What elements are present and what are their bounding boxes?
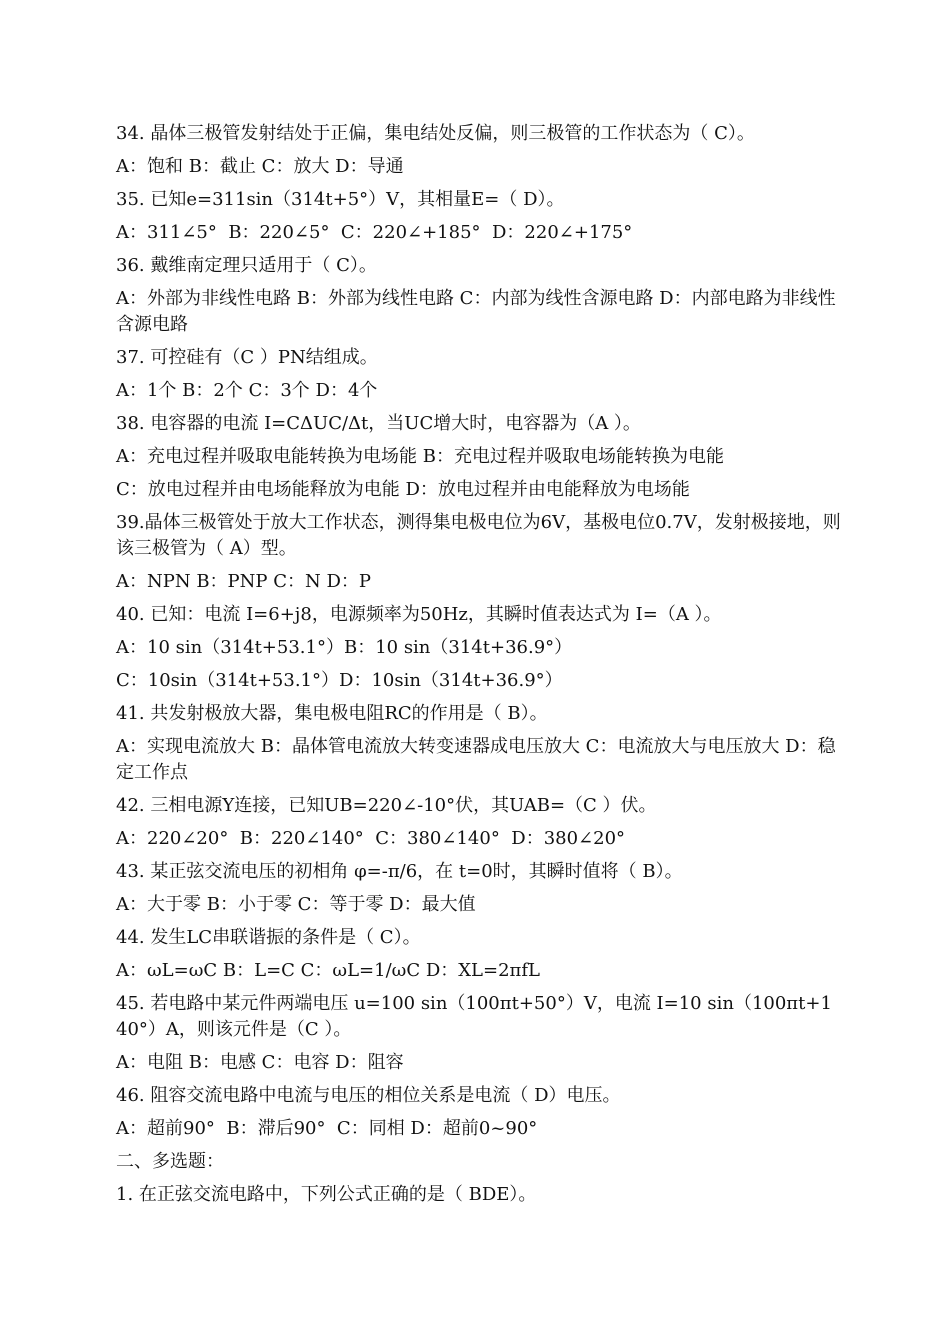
section-heading-multiple-choice: 二、多选题： (116, 1151, 224, 1172)
question-44: 44. 发生LC串联谐振的条件是（ C）。 (116, 927, 421, 948)
question-35: 35. 已知e=311sin（314t+5°）V，其相量E=（ D）。 (116, 189, 565, 210)
options-44: A：ωL=ωC B：L=C C：ωL=1/ωC D：XL=2πfL (116, 960, 540, 981)
question-39: 39.晶体三极管处于放大工作状态，测得集电极电位为6V，基极电位0.7V，发射极接地，则该三极管为（ A）型。 (116, 512, 841, 559)
options-34: A：饱和 B：截止 C：放大 D：导通 (116, 156, 404, 177)
options-40-cd: C：10sin（314t+53.1°）D：10sin（314t+36.9°） (116, 670, 563, 691)
question-46: 46. 阻容交流电路中电流与电压的相位关系是电流（ D）电压。 (116, 1085, 621, 1106)
question-38: 38. 电容器的电流 I=CΔUC/Δt，当UC增大时，电容器为（A ）。 (116, 413, 641, 434)
options-43: A：大于零 B：小于零 C：等于零 D：最大值 (116, 894, 476, 915)
options-41: A：实现电流放大 B：晶体管电流放大转变速器成电压放大 C：电流放大与电压放大 D：稳定工作点 (116, 736, 836, 783)
options-46: A：超前90° B：滞后90° C：同相 D：超前0~90° (116, 1118, 538, 1139)
options-42: A：220∠20° B：220∠140° C：380∠140° D：380∠20° (116, 828, 626, 849)
options-36: A：外部为非线性电路 B：外部为线性电路 C：内部为线性含源电路 D：内部电路为非线性含源电路 (116, 288, 836, 335)
options-38-ab: A：充电过程并吸取电能转换为电场能 B：充电过程并吸取电场能转换为电能 (116, 446, 724, 467)
options-38-cd: C：放电过程并由电场能释放为电能 D：放电过程并由电能释放为电场能 (116, 479, 690, 500)
question-43: 43. 某正弦交流电压的初相角 φ=-π/6，在 t=0时，其瞬时值将（ B）。 (116, 861, 683, 882)
question-41: 41. 共发射极放大器，集电极电阻RC的作用是（ B）。 (116, 703, 548, 724)
question-42: 42. 三相电源Y连接，已知UB=220∠-10°伏，其UAB=（C ）伏。 (116, 795, 657, 816)
multi-question-1: 1. 在正弦交流电路中，下列公式正确的是（ BDE）。 (116, 1184, 537, 1205)
options-39: A：NPN B：PNP C：N D：P (116, 571, 372, 592)
question-45: 45. 若电路中某元件两端电压 u=100 sin（100πt+50°）V，电流 I=10 sin（100πt+140°）A，则该元件是（C ）。 (116, 993, 832, 1040)
question-34: 34. 晶体三极管发射结处于正偏，集电结处反偏，则三极管的工作状态为（ C）。 (116, 123, 755, 144)
question-40: 40. 已知：电流 I=6+j8，电源频率为50Hz，其瞬时值表达式为 I=（A ）。 (116, 604, 722, 625)
options-45: A：电阻 B：电感 C：电容 D：阻容 (116, 1052, 404, 1073)
document-body (116, 121, 842, 1215)
question-36: 36. 戴维南定理只适用于（ C）。 (116, 255, 377, 276)
question-37: 37. 可控硅有（C ）PN结组成。 (116, 347, 378, 368)
options-35: A：311∠5° B：220∠5° C：220∠+185° D：220∠+175° (116, 222, 633, 243)
options-40-ab: A：10 sin（314t+53.1°）B：10 sin（314t+36.9°） (116, 637, 573, 658)
options-37: A：1个 B：2个 C：3个 D：4个 (116, 380, 378, 401)
